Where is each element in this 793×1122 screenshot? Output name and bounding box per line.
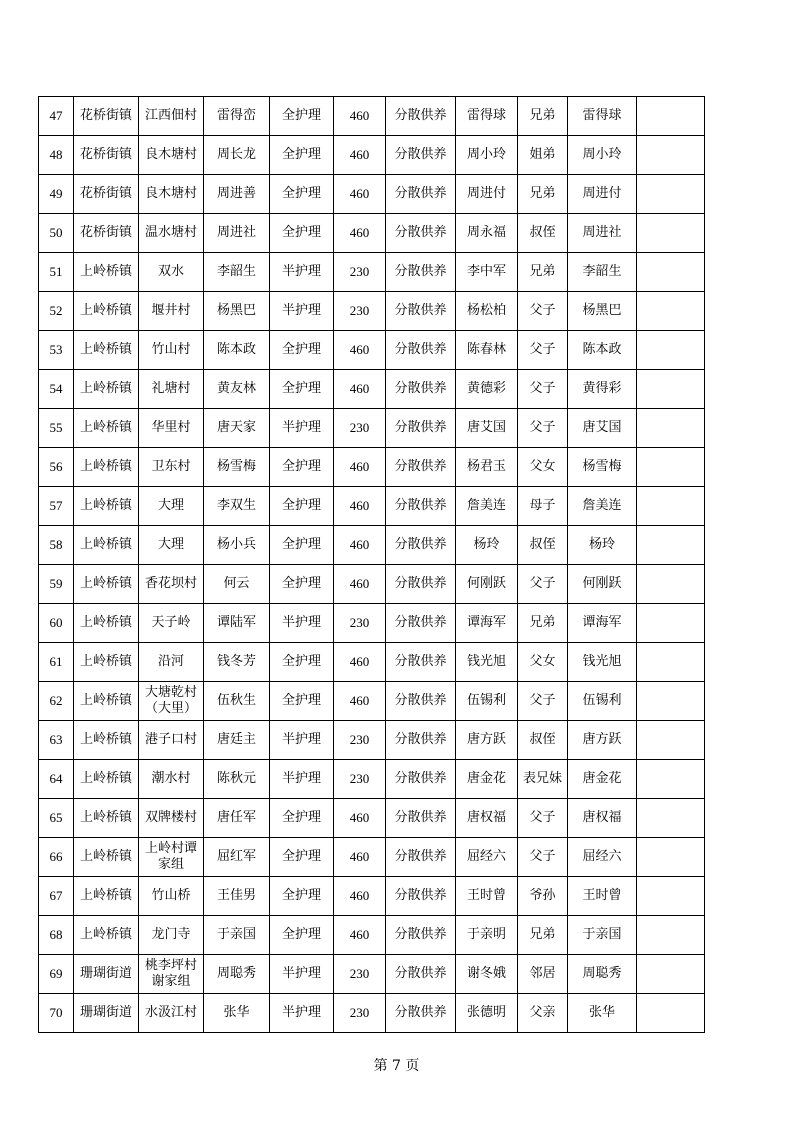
allowance-cell: 460 [334,97,386,136]
village-cell: 大理 [139,487,204,526]
table-row [39,136,705,175]
support-type-cell: 分散供养 [386,253,456,292]
remarks-cell [637,487,705,526]
table-row [39,253,705,292]
village-cell: 桃李坪村谢家组 [139,955,204,994]
table-row [39,565,705,604]
guardian-name-cell: 杨君玉 [456,448,518,487]
care-level-cell: 全护理 [270,877,334,916]
support-type-cell: 分散供养 [386,877,456,916]
guardian-name-cell: 李中军 [456,253,518,292]
row-number-cell: 56 [39,448,74,487]
row-number-cell: 50 [39,214,74,253]
payee-name-cell: 陈本政 [568,331,637,370]
support-type-cell: 分散供养 [386,994,456,1033]
support-type-cell: 分散供养 [386,409,456,448]
town-cell: 上岭桥镇 [74,331,139,370]
allowance-cell: 460 [334,370,386,409]
town-cell: 上岭桥镇 [74,253,139,292]
guardian-name-cell: 詹美连 [456,487,518,526]
payee-name-cell: 张华 [568,994,637,1033]
relationship-cell: 母子 [518,487,568,526]
town-cell: 上岭桥镇 [74,409,139,448]
remarks-cell [637,994,705,1033]
elder-name-cell: 周长龙 [204,136,270,175]
payee-name-cell: 詹美连 [568,487,637,526]
relationship-cell: 父子 [518,682,568,721]
payee-name-cell: 杨玲 [568,526,637,565]
care-level-cell: 全护理 [270,643,334,682]
support-type-cell: 分散供养 [386,643,456,682]
remarks-cell [637,955,705,994]
guardian-name-cell: 谢冬娥 [456,955,518,994]
elder-name-cell: 李韶生 [204,253,270,292]
care-level-cell: 半护理 [270,409,334,448]
village-cell: 江西佃村 [139,97,204,136]
row-number-cell: 57 [39,487,74,526]
support-type-cell: 分散供养 [386,136,456,175]
payee-name-cell: 王时曾 [568,877,637,916]
allowance-cell: 460 [334,877,386,916]
elder-name-cell: 雷得峦 [204,97,270,136]
elder-name-cell: 张华 [204,994,270,1033]
elder-name-cell: 陈本政 [204,331,270,370]
village-cell: 华里村 [139,409,204,448]
elder-name-cell: 周聪秀 [204,955,270,994]
table-row [39,994,705,1033]
care-level-cell: 全护理 [270,565,334,604]
care-level-cell: 全护理 [270,487,334,526]
support-type-cell: 分散供养 [386,292,456,331]
support-type-cell: 分散供养 [386,370,456,409]
remarks-cell [637,565,705,604]
support-type-cell: 分散供养 [386,799,456,838]
row-number-cell: 52 [39,292,74,331]
relationship-cell: 兄弟 [518,175,568,214]
table-row [39,292,705,331]
remarks-cell [637,214,705,253]
support-type-cell: 分散供养 [386,487,456,526]
support-type-cell: 分散供养 [386,565,456,604]
payee-name-cell: 黄得彩 [568,370,637,409]
table-row [39,448,705,487]
guardian-name-cell: 于亲明 [456,916,518,955]
relationship-cell: 叔侄 [518,721,568,760]
guardian-name-cell: 伍锡利 [456,682,518,721]
village-cell: 双水 [139,253,204,292]
row-number-cell: 67 [39,877,74,916]
support-type-cell: 分散供养 [386,526,456,565]
allowance-cell: 460 [334,916,386,955]
elder-name-cell: 于亲国 [204,916,270,955]
guardian-name-cell: 唐权福 [456,799,518,838]
allowance-cell: 230 [334,409,386,448]
support-type-cell: 分散供养 [386,955,456,994]
remarks-cell [637,799,705,838]
care-level-cell: 全护理 [270,175,334,214]
roster-body [39,97,705,1033]
remarks-cell [637,526,705,565]
guardian-name-cell: 黄德彩 [456,370,518,409]
remarks-cell [637,370,705,409]
town-cell: 上岭桥镇 [74,565,139,604]
elder-name-cell: 何云 [204,565,270,604]
elder-name-cell: 唐廷主 [204,721,270,760]
remarks-cell [637,331,705,370]
town-cell: 上岭桥镇 [74,604,139,643]
support-type-cell: 分散供养 [386,331,456,370]
town-cell: 上岭桥镇 [74,838,139,877]
relationship-cell: 父女 [518,643,568,682]
guardian-name-cell: 陈春林 [456,331,518,370]
care-level-cell: 半护理 [270,292,334,331]
guardian-name-cell: 何刚跃 [456,565,518,604]
guardian-name-cell: 唐艾国 [456,409,518,448]
town-cell: 上岭桥镇 [74,487,139,526]
elder-name-cell: 王佳男 [204,877,270,916]
care-level-cell: 半护理 [270,994,334,1033]
care-level-cell: 全护理 [270,916,334,955]
row-number-cell: 59 [39,565,74,604]
row-number-cell: 58 [39,526,74,565]
allowance-cell: 460 [334,448,386,487]
elder-name-cell: 杨雪梅 [204,448,270,487]
relationship-cell: 邻居 [518,955,568,994]
table-row [39,682,705,721]
elder-name-cell: 周进社 [204,214,270,253]
row-number-cell: 54 [39,370,74,409]
care-level-cell: 全护理 [270,448,334,487]
care-level-cell: 全护理 [270,331,334,370]
relationship-cell: 兄弟 [518,916,568,955]
row-number-cell: 69 [39,955,74,994]
row-number-cell: 68 [39,916,74,955]
village-cell: 堰井村 [139,292,204,331]
village-cell: 礼塘村 [139,370,204,409]
table-row [39,175,705,214]
village-cell: 水汲江村 [139,994,204,1033]
payee-name-cell: 唐金花 [568,760,637,799]
elder-name-cell: 杨小兵 [204,526,270,565]
relationship-cell: 兄弟 [518,604,568,643]
row-number-cell: 63 [39,721,74,760]
support-type-cell: 分散供养 [386,916,456,955]
guardian-name-cell: 周小玲 [456,136,518,175]
page-number: 第 7 页 [373,1058,420,1074]
table-row [39,487,705,526]
care-level-cell: 全护理 [270,97,334,136]
village-cell: 大塘乾村（大里） [139,682,204,721]
elder-name-cell: 杨黑巴 [204,292,270,331]
care-level-cell: 半护理 [270,604,334,643]
care-level-cell: 全护理 [270,838,334,877]
elder-name-cell: 钱冬芳 [204,643,270,682]
care-level-cell: 全护理 [270,136,334,175]
guardian-name-cell: 杨松柏 [456,292,518,331]
remarks-cell [637,838,705,877]
guardian-name-cell: 王时曾 [456,877,518,916]
allowance-cell: 230 [334,994,386,1033]
support-type-cell: 分散供养 [386,448,456,487]
table-row [39,97,705,136]
table-row [39,526,705,565]
care-level-cell: 全护理 [270,214,334,253]
town-cell: 珊瑚街道 [74,955,139,994]
support-type-cell: 分散供养 [386,721,456,760]
village-cell: 竹山桥 [139,877,204,916]
remarks-cell [637,916,705,955]
payee-name-cell: 周进社 [568,214,637,253]
elder-name-cell: 黄友林 [204,370,270,409]
care-level-cell: 半护理 [270,955,334,994]
village-cell: 潮水村 [139,760,204,799]
support-type-cell: 分散供养 [386,214,456,253]
care-level-cell: 全护理 [270,526,334,565]
elder-name-cell: 屈红军 [204,838,270,877]
row-number-cell: 65 [39,799,74,838]
remarks-cell [637,409,705,448]
row-number-cell: 60 [39,604,74,643]
remarks-cell [637,136,705,175]
care-level-cell: 半护理 [270,721,334,760]
care-level-cell: 全护理 [270,370,334,409]
row-number-cell: 55 [39,409,74,448]
remarks-cell [637,721,705,760]
village-cell: 良木塘村 [139,136,204,175]
village-cell: 良木塘村 [139,175,204,214]
relationship-cell: 父子 [518,565,568,604]
village-cell: 天子岭 [139,604,204,643]
village-cell: 大理 [139,526,204,565]
guardian-name-cell: 钱光旭 [456,643,518,682]
town-cell: 上岭桥镇 [74,526,139,565]
elder-name-cell: 伍秋生 [204,682,270,721]
village-cell: 沿河 [139,643,204,682]
town-cell: 花桥街镇 [74,136,139,175]
payee-name-cell: 周聪秀 [568,955,637,994]
village-cell: 卫东村 [139,448,204,487]
allowance-cell: 460 [334,643,386,682]
allowance-cell: 230 [334,253,386,292]
allowance-cell: 460 [334,838,386,877]
table-row [39,643,705,682]
guardian-name-cell: 张德明 [456,994,518,1033]
payee-name-cell: 谭海军 [568,604,637,643]
remarks-cell [637,760,705,799]
remarks-cell [637,175,705,214]
relationship-cell: 父女 [518,448,568,487]
relationship-cell: 兄弟 [518,253,568,292]
support-type-cell: 分散供养 [386,838,456,877]
remarks-cell [637,253,705,292]
support-type-cell: 分散供养 [386,760,456,799]
town-cell: 珊瑚街道 [74,994,139,1033]
town-cell: 上岭桥镇 [74,916,139,955]
guardian-name-cell: 雷得球 [456,97,518,136]
table-row [39,721,705,760]
allowance-cell: 230 [334,955,386,994]
elder-name-cell: 陈秋元 [204,760,270,799]
guardian-name-cell: 周永福 [456,214,518,253]
relationship-cell: 父子 [518,799,568,838]
town-cell: 上岭桥镇 [74,760,139,799]
care-level-cell: 半护理 [270,760,334,799]
guardian-name-cell: 唐金花 [456,760,518,799]
care-level-cell: 全护理 [270,799,334,838]
elder-name-cell: 李双生 [204,487,270,526]
remarks-cell [637,643,705,682]
relationship-cell: 父子 [518,370,568,409]
payee-name-cell: 雷得球 [568,97,637,136]
remarks-cell [637,682,705,721]
elder-name-cell: 谭陆军 [204,604,270,643]
allowance-cell: 230 [334,760,386,799]
row-number-cell: 51 [39,253,74,292]
payee-name-cell: 李韶生 [568,253,637,292]
allowance-cell: 460 [334,682,386,721]
town-cell: 上岭桥镇 [74,682,139,721]
support-type-cell: 分散供养 [386,97,456,136]
relationship-cell: 叔侄 [518,214,568,253]
roster-table [38,96,705,1033]
table-row [39,877,705,916]
care-level-cell: 全护理 [270,682,334,721]
town-cell: 上岭桥镇 [74,877,139,916]
allowance-cell: 460 [334,214,386,253]
payee-name-cell: 杨雪梅 [568,448,637,487]
relationship-cell: 爷孙 [518,877,568,916]
village-cell: 龙门寺 [139,916,204,955]
remarks-cell [637,97,705,136]
support-type-cell: 分散供养 [386,175,456,214]
remarks-cell [637,877,705,916]
allowance-cell: 460 [334,565,386,604]
relationship-cell: 姐弟 [518,136,568,175]
payee-name-cell: 唐权福 [568,799,637,838]
village-cell: 双牌楼村 [139,799,204,838]
village-cell: 上岭村谭家组 [139,838,204,877]
payee-name-cell: 周小玲 [568,136,637,175]
allowance-cell: 230 [334,292,386,331]
row-number-cell: 53 [39,331,74,370]
allowance-cell: 460 [334,136,386,175]
row-number-cell: 61 [39,643,74,682]
row-number-cell: 47 [39,97,74,136]
town-cell: 上岭桥镇 [74,643,139,682]
relationship-cell: 表兄妹 [518,760,568,799]
guardian-name-cell: 谭海军 [456,604,518,643]
row-number-cell: 48 [39,136,74,175]
table-row [39,838,705,877]
village-cell: 港子口村 [139,721,204,760]
village-cell: 竹山村 [139,331,204,370]
relationship-cell: 父子 [518,292,568,331]
payee-name-cell: 何刚跃 [568,565,637,604]
payee-name-cell: 于亲国 [568,916,637,955]
remarks-cell [637,604,705,643]
payee-name-cell: 屈经六 [568,838,637,877]
payee-name-cell: 唐方跃 [568,721,637,760]
relationship-cell: 叔侄 [518,526,568,565]
table-row [39,409,705,448]
allowance-cell: 460 [334,331,386,370]
guardian-name-cell: 唐方跃 [456,721,518,760]
town-cell: 花桥街镇 [74,175,139,214]
remarks-cell [637,292,705,331]
payee-name-cell: 杨黑巴 [568,292,637,331]
village-cell: 香花坝村 [139,565,204,604]
allowance-cell: 460 [334,175,386,214]
row-number-cell: 66 [39,838,74,877]
care-level-cell: 半护理 [270,253,334,292]
relationship-cell: 父亲 [518,994,568,1033]
relationship-cell: 父子 [518,409,568,448]
allowance-cell: 230 [334,604,386,643]
elder-name-cell: 唐天家 [204,409,270,448]
relationship-cell: 父子 [518,331,568,370]
row-number-cell: 70 [39,994,74,1033]
table-row [39,370,705,409]
payee-name-cell: 唐艾国 [568,409,637,448]
guardian-name-cell: 屈经六 [456,838,518,877]
table-row [39,955,705,994]
support-type-cell: 分散供养 [386,682,456,721]
table-row [39,760,705,799]
village-cell: 温水塘村 [139,214,204,253]
allowance-cell: 460 [334,487,386,526]
table-row [39,799,705,838]
allowance-cell: 460 [334,799,386,838]
elder-name-cell: 唐任军 [204,799,270,838]
town-cell: 上岭桥镇 [74,292,139,331]
guardian-name-cell: 杨玲 [456,526,518,565]
table-row [39,916,705,955]
town-cell: 花桥街镇 [74,97,139,136]
town-cell: 上岭桥镇 [74,370,139,409]
elder-name-cell: 周进善 [204,175,270,214]
allowance-cell: 460 [334,526,386,565]
allowance-cell: 230 [334,721,386,760]
relationship-cell: 父子 [518,838,568,877]
remarks-cell [637,448,705,487]
row-number-cell: 49 [39,175,74,214]
table-row [39,604,705,643]
payee-name-cell: 钱光旭 [568,643,637,682]
row-number-cell: 62 [39,682,74,721]
town-cell: 花桥街镇 [74,214,139,253]
table-row [39,214,705,253]
payee-name-cell: 周进付 [568,175,637,214]
support-type-cell: 分散供养 [386,604,456,643]
relationship-cell: 兄弟 [518,97,568,136]
town-cell: 上岭桥镇 [74,799,139,838]
town-cell: 上岭桥镇 [74,721,139,760]
guardian-name-cell: 周进付 [456,175,518,214]
payee-name-cell: 伍锡利 [568,682,637,721]
row-number-cell: 64 [39,760,74,799]
table-row [39,331,705,370]
town-cell: 上岭桥镇 [74,448,139,487]
